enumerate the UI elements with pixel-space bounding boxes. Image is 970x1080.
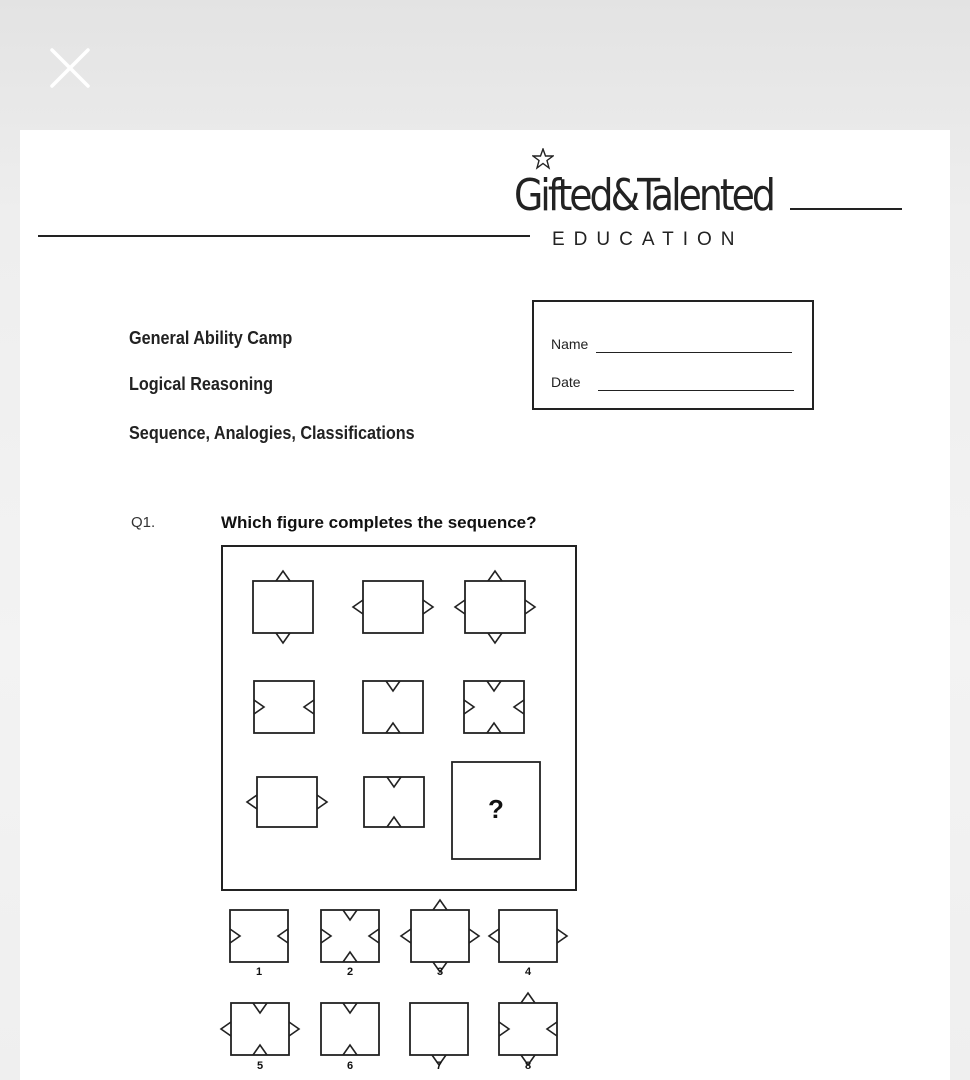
question-prompt: Which figure completes the sequence? — [221, 513, 537, 532]
answer-option-2[interactable] — [321, 910, 379, 962]
answer-option-label: 2 — [347, 966, 354, 978]
answer-option-label: 5 — [257, 1060, 264, 1072]
answer-option-label: 8 — [525, 1060, 532, 1072]
answer-option-label: 4 — [525, 966, 532, 978]
grid-figure-2 — [353, 581, 433, 633]
question-number: Q1. — [131, 514, 156, 531]
answer-option-8[interactable] — [499, 993, 557, 1065]
answer-option-label: 7 — [436, 1060, 443, 1072]
grid-figure-3 — [455, 571, 535, 643]
topics-title: Sequence, Analogies, Classifications — [129, 423, 415, 443]
logo-subtitle: EDUCATION — [552, 229, 744, 250]
missing-figure-mark: ? — [488, 794, 504, 824]
camp-title: General Ability Camp — [129, 328, 293, 348]
answer-option-1[interactable] — [230, 910, 288, 962]
close-button[interactable] — [44, 42, 96, 94]
puzzle-grid-frame — [222, 546, 576, 890]
sequence-puzzle — [20, 130, 950, 1080]
grid-figure-5 — [363, 681, 423, 733]
answer-option-label: 3 — [437, 966, 444, 978]
grid-figure-1 — [253, 571, 313, 643]
date-label: Date — [551, 374, 581, 390]
answer-option-label: 1 — [256, 966, 263, 978]
answer-option-7[interactable] — [410, 1003, 468, 1065]
logo-wordmark: Gifted&Talented — [514, 170, 773, 221]
name-label: Name — [551, 336, 589, 352]
grid-figure-7 — [247, 777, 327, 827]
close-icon — [44, 42, 96, 94]
answer-option-label: 6 — [347, 1060, 354, 1072]
answer-option-4[interactable] — [489, 910, 567, 962]
grid-figure-8 — [364, 777, 424, 827]
answer-option-3[interactable] — [401, 900, 479, 972]
worksheet-page — [20, 130, 950, 1080]
answer-option-5[interactable] — [221, 1003, 299, 1055]
answer-option-6[interactable] — [321, 1003, 379, 1055]
grid-figure-6 — [464, 681, 524, 733]
grid-figure-4 — [254, 681, 314, 733]
subject-title: Logical Reasoning — [129, 374, 274, 394]
